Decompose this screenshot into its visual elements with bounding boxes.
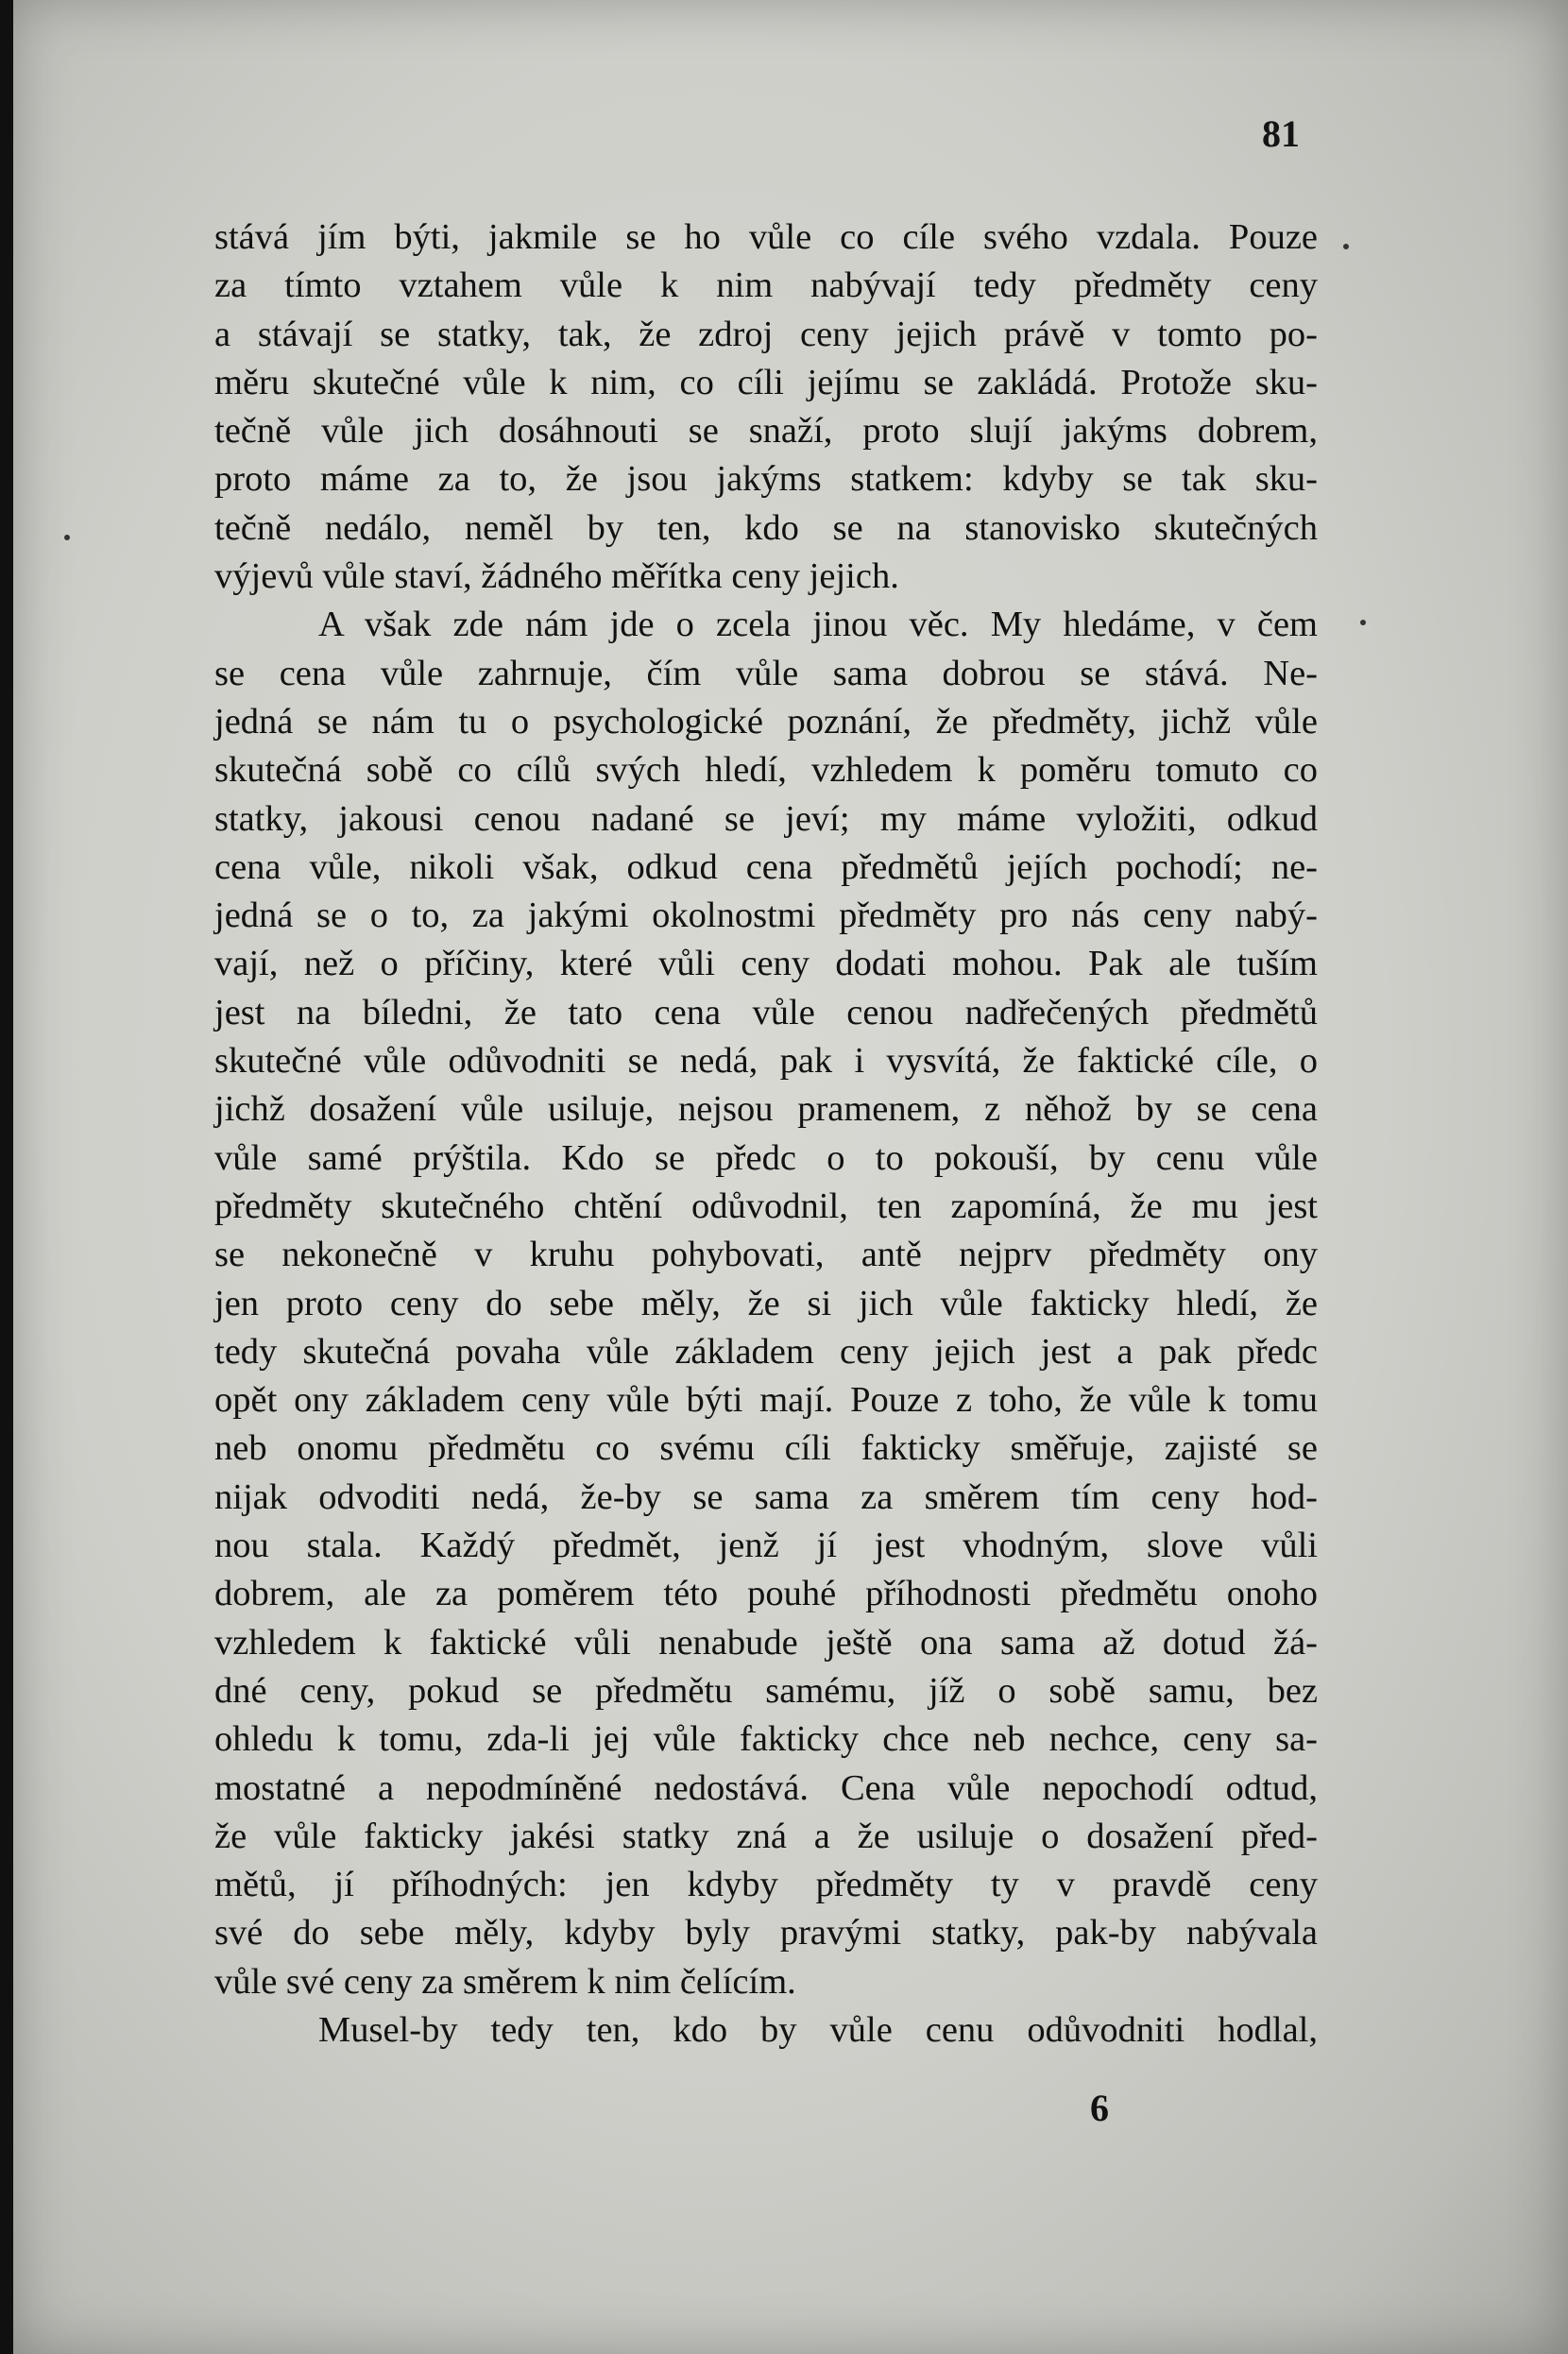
text-line: mětů, jí příhodných: jen kdyby předměty ty v pravdě ceny: [214, 1865, 1318, 1905]
text-line: proto máme za to, že jsou jakýms statkem: kdyby se tak sku-: [214, 459, 1318, 500]
text-line: a stávají se statky, tak, že zdroj ceny jejich právě v tomto po-: [214, 314, 1318, 354]
text-line: vůle své ceny za směrem k nim čelícím.: [214, 1961, 796, 2002]
text-line: tečně vůle jich dosáhnouti se snaží, proto slují jakýms dobrem,: [214, 411, 1318, 452]
text-line: předměty skutečného chtění odůvodnil, ten zapomíná, že mu jest: [214, 1186, 1318, 1226]
text-line: neb onomu předmětu co svému cíli fakticky směřuje, zajisté se: [214, 1428, 1318, 1469]
text-line: opět ony základem ceny vůle býti mají. Pouze z toho, že vůle k tomu: [214, 1380, 1318, 1421]
text-line: A však zde nám jde o zcela jinou věc. My hledáme, v čem: [318, 605, 1318, 645]
text-line: měru skutečné vůle k nim, co cíli jejímu se zakládá. Protože sku-: [214, 362, 1318, 402]
book-page: [13, 0, 1568, 2354]
text-line: jichž dosažení vůle usiluje, nejsou pramenem, z něhož by se cena: [214, 1089, 1318, 1130]
margin-speck: [1343, 244, 1349, 249]
text-line: jest na bíledni, že tato cena vůle cenou nadřečených předmětů: [214, 992, 1318, 1032]
text-line: ohledu k tomu, zda-li jej vůle fakticky chce neb nechce, ceny sa-: [214, 1719, 1318, 1760]
text-line: cena vůle, nikoli však, odkud cena předmětů jejích pochodí; ne-: [214, 846, 1318, 887]
text-line: skutečná sobě co cílů svých hledí, vzhledem k poměru tomuto co: [214, 750, 1318, 791]
text-line: za tímto vztahem vůle k nim nabývají tedy předměty ceny: [214, 265, 1318, 306]
text-line: výjevů vůle staví, žádného měřítka ceny jejich.: [214, 556, 899, 597]
text-line: nou stala. Každý předmět, jenž jí jest vhodným, slove vůli: [214, 1526, 1318, 1566]
text-line: jedná se nám tu o psychologické poznání, že předměty, jichž vůle: [214, 701, 1318, 742]
signature-mark: 6: [1090, 2087, 1109, 2129]
text-line: jedná se o to, za jakými okolnostmi předměty pro nás ceny nabý-: [214, 896, 1318, 936]
text-line: se cena vůle zahrnuje, čím vůle sama dobrou se stává. Ne-: [214, 653, 1318, 693]
text-line: mostatné a nepodmíněné nedostává. Cena vůle nepochodí odtud,: [214, 1767, 1318, 1808]
text-line: stává jím býti, jakmile se ho vůle co cíle svého vzdala. Pouze: [214, 217, 1318, 257]
text-line: jen proto ceny do sebe měly, že si jich vůle fakticky hledí, že: [214, 1283, 1318, 1323]
margin-speck: [1360, 620, 1366, 625]
text-line: dné ceny, pokud se předmětu samému, jíž o sobě samu, bez: [214, 1670, 1318, 1711]
body-text: [214, 213, 1318, 2055]
text-line: že vůle fakticky jakési statky zná a že usiluje o dosažení před-: [214, 1816, 1318, 1856]
text-line: dobrem, ale za poměrem této pouhé příhodnosti předmětu onoho: [214, 1574, 1318, 1614]
text-line: vají, než o příčiny, které vůli ceny dodati mohou. Pak ale tuším: [214, 944, 1318, 984]
margin-speck: [64, 535, 70, 540]
text-line: vůle samé prýštila. Kdo se předc o to pokouší, by cenu vůle: [214, 1137, 1318, 1178]
text-line: Musel-by tedy ten, kdo by vůle cenu odůvodniti hodlal,: [318, 2009, 1318, 2050]
text-line: tedy skutečná povaha vůle základem ceny jejich jest a pak předc: [214, 1331, 1318, 1372]
text-line: se nekonečně v kruhu pohybovati, antě nejprv předměty ony: [214, 1235, 1318, 1275]
text-line: tečně nedálo, neměl by ten, kdo se na stanovisko skutečných: [214, 507, 1318, 548]
text-line: vzhledem k faktické vůli nenabude ještě ona sama až dotud žá-: [214, 1622, 1318, 1663]
text-line: statky, jakousi cenou nadané se jeví; my máme vyložiti, odkud: [214, 798, 1318, 839]
text-line: skutečné vůle odůvodniti se nedá, pak i vysvítá, že faktické cíle, o: [214, 1041, 1318, 1082]
text-line: své do sebe měly, kdyby byly pravými statky, pak-by nabývala: [214, 1913, 1318, 1953]
text-line: nijak odvoditi nedá, že-by se sama za směrem tím ceny hod-: [214, 1476, 1318, 1517]
page-number: 81: [1262, 112, 1300, 155]
